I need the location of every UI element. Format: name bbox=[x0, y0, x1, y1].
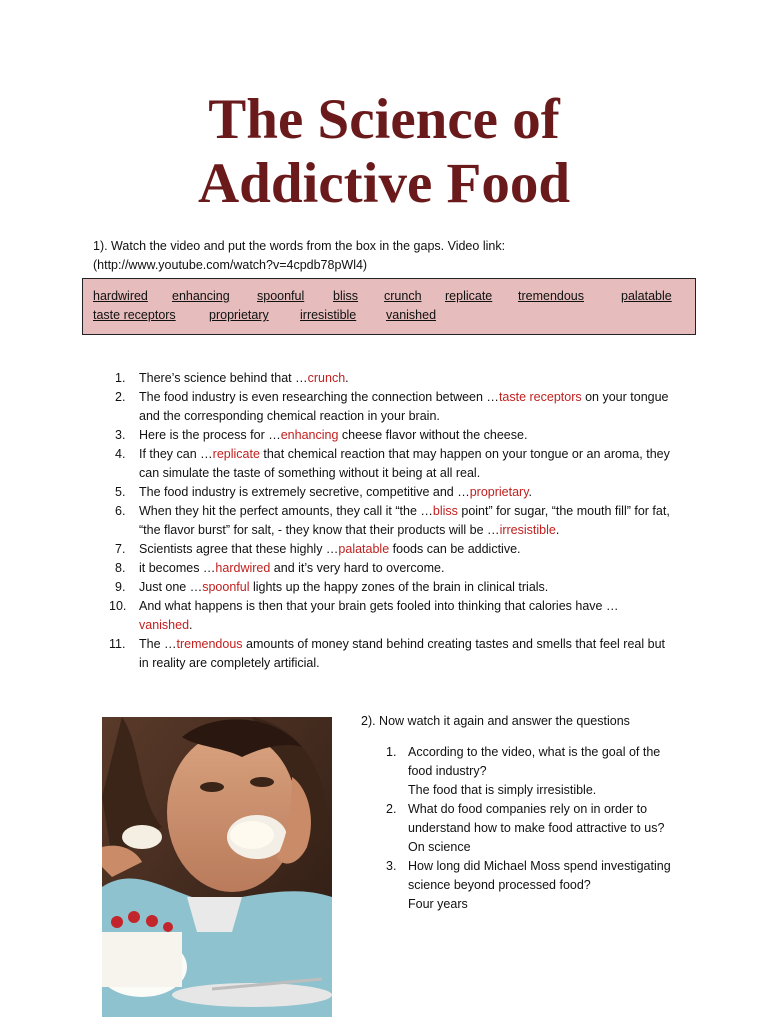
question-text: What do food companies rely on in order to understand how to make food attractive to us? bbox=[408, 802, 665, 835]
title-line-2: Addictive Food bbox=[197, 152, 571, 215]
question-item: 1. According to the video, what is the goal of the food industry? The food that is simply irresistible. bbox=[378, 743, 688, 800]
word-replicate: replicate bbox=[445, 289, 493, 303]
word-tremendous: tremendous bbox=[518, 289, 585, 303]
title-line-1: The Science of bbox=[208, 88, 560, 151]
answer: bliss bbox=[432, 504, 458, 518]
word-taste-receptors: taste receptors bbox=[93, 308, 176, 322]
list-item: 7. Scientists agree that these highly …palatable foods can be addictive. bbox=[115, 542, 521, 556]
page-title bbox=[0, 88, 768, 216]
list-item: 5. The food industry is extremely secretive, competitive and …proprietary. bbox=[115, 485, 533, 499]
questions-list bbox=[378, 743, 688, 914]
list-item: 1. There’s science behind that …crunch. bbox=[115, 371, 349, 385]
video-link[interactable]: (http://www.youtube.com/watch?v=4cpdb78pWl4) bbox=[93, 258, 368, 272]
list-item: 3. Here is the process for …enhancing cheese flavor without the cheese. bbox=[115, 428, 528, 442]
answer: proprietary bbox=[469, 485, 529, 499]
instructions bbox=[93, 237, 653, 275]
word-box bbox=[82, 278, 696, 335]
answer-text: On science bbox=[408, 840, 471, 854]
word-crunch: crunch bbox=[384, 289, 422, 303]
instruction-line-1: 1). Watch the video and put the words from the box in the gaps. Video link: bbox=[93, 239, 506, 253]
answer: spoonful bbox=[202, 580, 250, 594]
word-vanished: vanished bbox=[386, 308, 437, 322]
word-bliss: bliss bbox=[333, 289, 359, 303]
list-item: 6. When they hit the perfect amounts, they call it “the …bliss point” for sugar, “the mouth fill” for fat, “the flavor burst” for salt, - they know that their products will be …irresistible. bbox=[115, 504, 670, 537]
section-2-heading: 2). Now watch it again and answer the questions bbox=[361, 714, 630, 728]
answer: replicate bbox=[212, 447, 260, 461]
word-irresistible: irresistible bbox=[300, 308, 357, 322]
answer: taste receptors bbox=[498, 390, 582, 404]
list-item: 11. The …tremendous amounts of money stand behind creating tastes and smells that feel real but in reality are completely artificial. bbox=[109, 637, 665, 670]
word-spoonful: spoonful bbox=[257, 289, 305, 303]
gap-fill-list bbox=[105, 369, 675, 673]
list-item: 4. If they can …replicate that chemical reaction that may happen on your tongue or an aroma, they can simulate the taste of something without it being at all real. bbox=[115, 447, 670, 480]
answer: irresistible bbox=[499, 523, 556, 537]
question-text: How long did Michael Moss spend investigating science beyond processed food? bbox=[408, 859, 671, 892]
question-text: According to the video, what is the goal of the food industry? bbox=[408, 745, 661, 778]
list-item: 9. Just one …spoonful lights up the happy zones of the brain in clinical trials. bbox=[115, 580, 549, 594]
question-item: 3. How long did Michael Moss spend investigating science beyond processed food? Four years bbox=[378, 857, 688, 914]
answer: crunch bbox=[307, 371, 346, 385]
answer: palatable bbox=[338, 542, 390, 556]
list-item: 8. it becomes …hardwired and it’s very hard to overcome. bbox=[115, 561, 445, 575]
woman-eating-cake-photo bbox=[102, 717, 332, 1017]
word-enhancing: enhancing bbox=[172, 289, 230, 303]
answer: tremendous bbox=[176, 637, 243, 651]
answer-text: Four years bbox=[408, 897, 468, 911]
word-proprietary: proprietary bbox=[209, 308, 269, 322]
answer: vanished bbox=[139, 618, 190, 632]
answer-text: The food that is simply irresistible. bbox=[408, 783, 597, 797]
word-hardwired: hardwired bbox=[93, 289, 148, 303]
answer: enhancing bbox=[280, 428, 339, 442]
list-item: 10. And what happens is then that your brain gets fooled into thinking that calories have … vanished. bbox=[109, 599, 619, 632]
question-item: 2. What do food companies rely on in order to understand how to make food attractive to us? On science bbox=[378, 800, 688, 857]
list-item: 2. The food industry is even researching the connection between …taste receptors on your tongue and the corresponding chemical reaction in your brain. bbox=[115, 390, 669, 423]
word-palatable: palatable bbox=[621, 289, 672, 303]
answer: hardwired bbox=[215, 561, 271, 575]
